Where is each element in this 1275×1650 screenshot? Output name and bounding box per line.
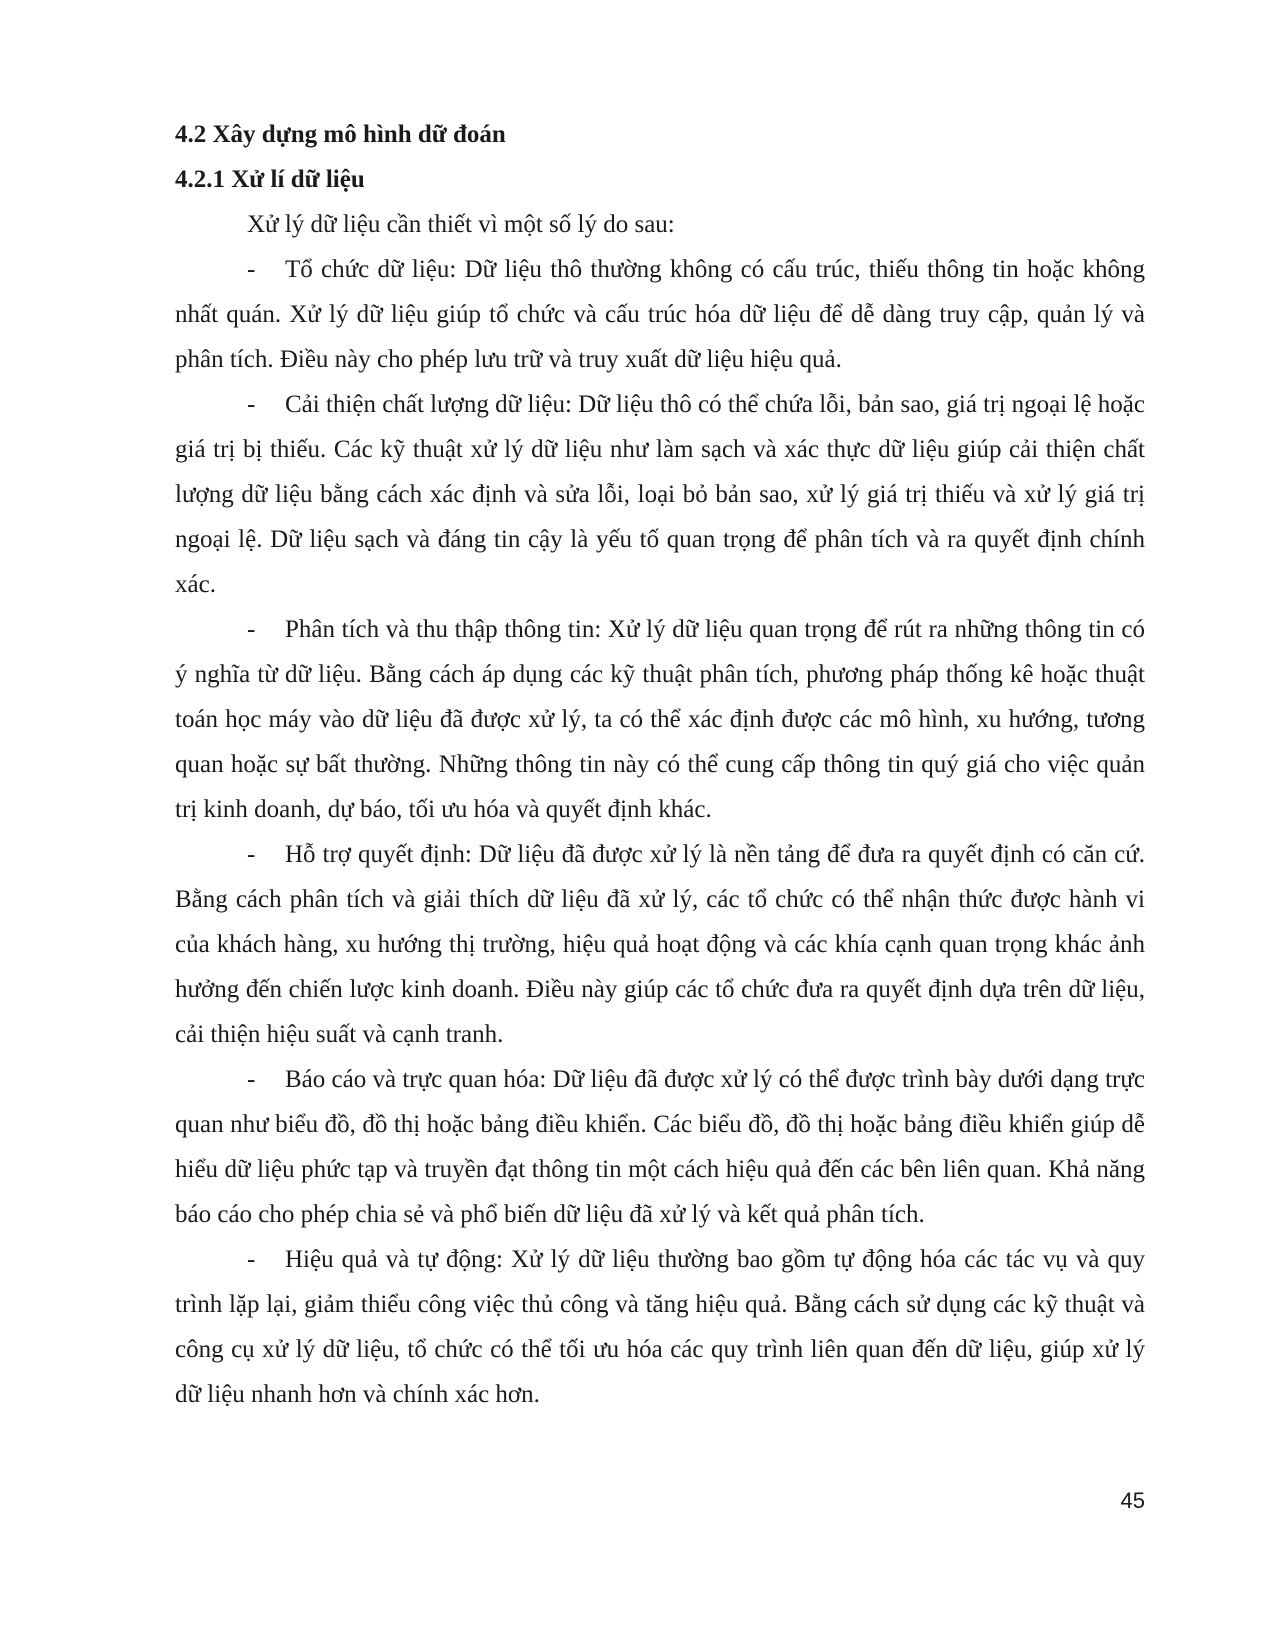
bullet-text: Cải thiện chất lượng dữ liệu: Dữ liệu thô có thể chứa lỗi, bản sao, giá trị ngoại lệ hoặc giá trị bị thiếu. Các kỹ thuật xử lý dữ liệu như làm sạch và xác thực dữ liệu giúp cải thiện chất lượng dữ liệu bằng cách xác định và sửa lỗi, loại bỏ bản sao, xử lý giá trị thiếu và xử lý giá trị ngoại lệ. Dữ liệu sạch và đáng tin cậy là yếu tố quan trọng để phân tích và ra quyết định chính xác.: [175, 391, 1145, 598]
bullet-marker: -: [247, 1246, 256, 1273]
bullet-paragraph: [175, 1237, 1145, 1417]
bullet-marker: -: [247, 841, 256, 868]
bullet-text: Tổ chức dữ liệu: Dữ liệu thô thường không có cấu trúc, thiếu thông tin hoặc không nhất quán. Xử lý dữ liệu giúp tổ chức và cấu trúc hóa dữ liệu để dễ dàng truy cập, quản lý và phân tích. Điều này cho phép lưu trữ và truy xuất dữ liệu hiệu quả.: [175, 256, 1145, 373]
bullet-text: Phân tích và thu thập thông tin: Xử lý dữ liệu quan trọng để rút ra những thông tin có ý nghĩa từ dữ liệu. Bằng cách áp dụng các kỹ thuật phân tích, phương pháp thống kê hoặc thuật toán học máy vào dữ liệu đã được xử lý, ta có thể xác định được các mô hình, xu hướng, tương quan hoặc sự bất thường. Những thông tin này có thể cung cấp thông tin quý giá cho việc quản trị kinh doanh, dự báo, tối ưu hóa và quyết định khác.: [175, 616, 1145, 823]
bullet-text: Báo cáo và trực quan hóa: Dữ liệu đã được xử lý có thể được trình bày dưới dạng trực quan như biểu đồ, đồ thị hoặc bảng điều khiển. Các biểu đồ, đồ thị hoặc bảng điều khiển giúp dễ hiểu dữ liệu phức tạp và truyền đạt thông tin một cách hiệu quả đến các bên liên quan. Khả năng báo cáo cho phép chia sẻ và phổ biến dữ liệu đã xử lý và kết quả phân tích.: [175, 1066, 1145, 1228]
bullet-marker: -: [247, 256, 256, 283]
subsection-heading: 4.2.1 Xử lí dữ liệu: [175, 166, 365, 193]
bullet-paragraph: [175, 247, 1145, 382]
bullet-paragraph: [175, 382, 1145, 607]
intro-paragraph: Xử lý dữ liệu cần thiết vì một số lý do sau:: [247, 211, 675, 238]
bullet-marker: -: [247, 1066, 256, 1093]
bullet-paragraph: [175, 607, 1145, 832]
bullet-text: Hiệu quả và tự động: Xử lý dữ liệu thường bao gồm tự động hóa các tác vụ và quy trình lặp lại, giảm thiểu công việc thủ công và tăng hiệu quả. Bằng cách sử dụng các kỹ thuật và công cụ xử lý dữ liệu, tổ chức có thể tối ưu hóa các quy trình liên quan đến dữ liệu, giúp xử lý dữ liệu nhanh hơn và chính xác hơn.: [175, 1246, 1145, 1408]
section-heading: 4.2 Xây dựng mô hình dữ đoán: [175, 121, 506, 148]
bullet-marker: -: [247, 616, 256, 643]
bullet-paragraph: [175, 832, 1145, 1057]
page-content: [175, 112, 1145, 1417]
bullet-text: Hỗ trợ quyết định: Dữ liệu đã được xử lý là nền tảng để đưa ra quyết định có căn cứ. Bằng cách phân tích và giải thích dữ liệu đã xử lý, các tổ chức có thể nhận thức được hành vi của khách hàng, xu hướng thị trường, hiệu quả hoạt động và các khía cạnh quan trọng khác ảnh hưởng đến chiến lược kinh doanh. Điều này giúp các tổ chức đưa ra quyết định dựa trên dữ liệu, cải thiện hiệu suất và cạnh tranh.: [175, 841, 1145, 1048]
bullet-marker: -: [247, 391, 256, 418]
bullet-paragraph: [175, 1057, 1145, 1237]
page-number: 45: [1120, 1488, 1145, 1513]
